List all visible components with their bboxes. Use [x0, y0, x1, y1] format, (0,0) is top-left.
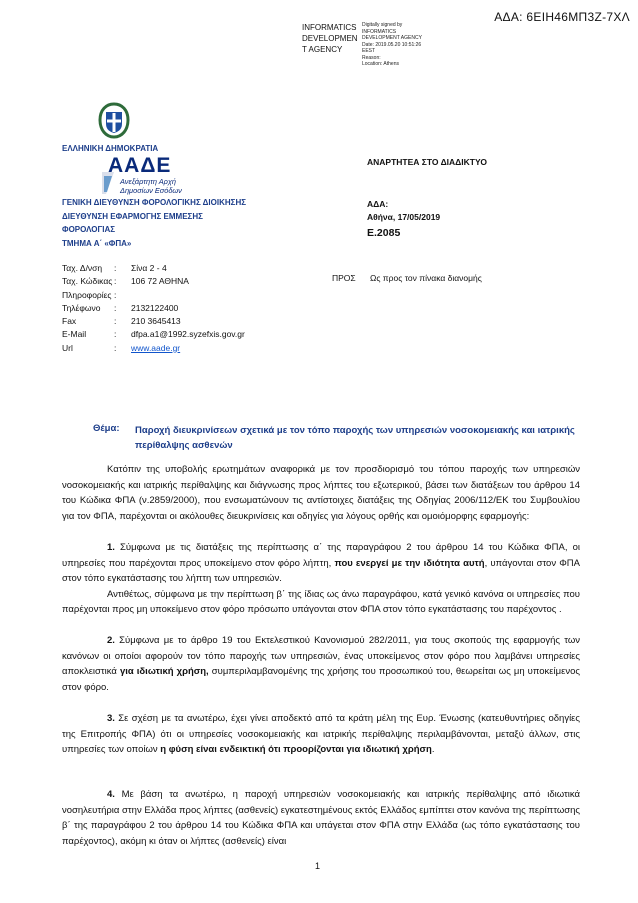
ada-identifier: ΑΔΑ: 6ΕΙΗ46ΜΠ3Ζ-7ΧΛ: [494, 10, 630, 24]
body-paragraph-3: 3. Σε σχέση με τα ανωτέρω, έχει γίνει αποδεκτό από τα κράτη μέλη της Ευρ. Ένωσης (κατευθυντήριες οδηγίες της Επιτροπής ΦΠΑ) ότι οι υπηρεσίες νοσοκομειακής και ιατρικής περίθαλψης περιλαμβάνονται, μεταξύ άλλων, στις υπηρεσίες των οποίων η φύση είναι ενδεικτική ότι προορίζονται για ιδιωτική χρήση.: [62, 713, 580, 755]
publish-notice: ΑΝΑΡΤΗΤΕΑ ΣΤΟ ΔΙΑΔΙΚΤΥΟ: [367, 157, 487, 167]
signature-details: Digitally signed by INFORMATICS DEVELOPMENT AGENCY Date: 2019.05.20 10:51:26 EEST Reason: Location: Athens: [362, 22, 422, 67]
country-name: ΕΛΛΗΝΙΚΗ ΔΗΜΟΚΡΑΤΙΑ: [62, 144, 159, 153]
body-paragraph-4: 4. Με βάση τα ανωτέρω, η παροχή υπηρεσιών νοσοκομειακής και ιατρικής περίθαλψης από ιδιωτικά νοσηλευτήρια στην Ελλάδα προς λήπτες (ασθενείς) εγκατεστημένους εκτός Ελλάδος εμπίπτει στον κανόνα της περίπτωσης β΄ της παραγράφου 2 του άρθρου 14 του Κώδικα ΦΠΑ και υπάγεται στον ΦΠΑ στην Ελλάδα (ως τόπο εγκατάστασης του παρέχοντος), ακόμη κι όταν οι λήπτες (ασθενείς) είναι: [62, 789, 580, 847]
contact-row: Ταχ. Δ/νση : Σίνα 2 - 4: [62, 263, 167, 273]
contact-row: E-Mail : dfpa.a1@1992.syzefxis.gov.gr: [62, 329, 245, 340]
ada-label: ΑΔΑ:: [367, 199, 389, 209]
recipient-label: ΠΡΟΣ: [332, 273, 356, 283]
body-paragraph-1: 1. Σύμφωνα με τις διατάξεις της περίπτωσης α΄ της παραγράφου 2 του άρθρου 14 του Κώδικα ΦΠΑ, οι υπηρεσίες που παρέχονται προς υποκείμενο στον φόρο λήπτη, που ενεργεί με την ιδιότητα αυτή, υπάγονται στον ΦΠΑ στον τόπο εγκατάστασης του λήπτη των υπηρεσιών. Αντιθέτως, σύμφωνα με την περίπτωση β΄ της ίδιας ως άνω παραγράφου, κατά γενικό κανόνα οι υπηρεσίες που παρέχονται προς μη υποκείμενο στον φόρο πρόσωπο υπάγονται στον ΦΠΑ στον τόπο εγκατάστασης του παρέχοντος .: [62, 542, 581, 615]
website-link[interactable]: www.aade.gr: [131, 342, 181, 353]
subject-text: Παροχή διευκρινίσεων σχετικά με τον τόπο παροχής των υπηρεσιών νοσοκομειακής και ιατρικής περίθαλψης ασθενών: [135, 425, 575, 451]
contact-row: Fax : 210 3645413: [62, 316, 181, 327]
protocol-number: Ε.2085: [367, 227, 401, 239]
signature-organization: INFORMATICS DEVELOPMEN T AGENCY: [302, 23, 358, 54]
sender-organization: ΓΕΝΙΚΗ ΔΙΕΥΘΥΝΣΗ ΦΟΡΟΛΟΓΙΚΗΣ ΔΙΟΙΚΗΣΗΣ ΔΙΕΥΘΥΝΣΗ ΕΦΑΡΜΟΓΗΣ ΕΜΜΕΣΗΣ ΦΟΡΟΛΟΓΙΑΣ ΤΜΗΜΑ Α΄ «ΦΠΑ»: [62, 198, 247, 248]
contact-row: Ταχ. Κώδικας : 106 72 ΑΘΗΝΑ: [62, 276, 189, 287]
page-number: 1: [315, 861, 321, 871]
recipient-value: Ως προς τον πίνακα διανομής: [370, 273, 482, 283]
contact-row: Πληροφορίες :: [62, 289, 117, 300]
coat-of-arms-icon: [96, 100, 132, 140]
contact-row: Url : www.aade.gr: [62, 342, 245, 355]
body-intro: Κατόπιν της υποβολής ερωτημάτων αναφορικά με τον προσδιορισμό του τόπου παροχής των υπηρεσιών νοσοκομειακής και ιατρικής περίθαλψης και διάγνωσης προς λήπτες του εξωτερικού, βάσει των διατάξεων του άρθρου 14 του Κώδικα ΦΠΑ (ν.2859/2000), που ενσωματώνουν τις αντίστοιχες διατάξεις της Οδηγίας 2006/112/ΕΚ του Συμβουλίου για τον ΦΠΑ, παρέχονται οι ακόλουθες διευκρινίσεις και οδηγίες για λόγους ορθής και ομοιόμορφης εφαρμογής:: [62, 464, 580, 522]
contact-details: [62, 262, 245, 355]
contact-row: Τηλέφωνο : 2132122400: [62, 302, 179, 313]
body-paragraph-2: 2. Σύμφωνα με το άρθρο 19 του Εκτελεστικού Κανονισμού 282/2011, για τους σκοπούς της εφαρμογής των κανόνων οι οποίοι αφορούν τον τόπο παροχής των υπηρεσιών, ένας υποκείμενος στον φόρο που λαμβάνει υπηρεσίες αποκλειστικά για ιδιωτική χρήση, συμπεριλαμβανομένης της χρήσης του προσωπικού του, θεωρείται ως μη υποκείμενος στον φόρο.: [62, 635, 580, 693]
document-date: Αθήνα, 17/05/2019: [367, 212, 441, 222]
subject-label: Θέμα:: [93, 423, 120, 434]
aade-logo: ΑΑΔΕ Ανεξάρτητη Αρχή Δημοσίων Εσόδων: [108, 154, 182, 195]
